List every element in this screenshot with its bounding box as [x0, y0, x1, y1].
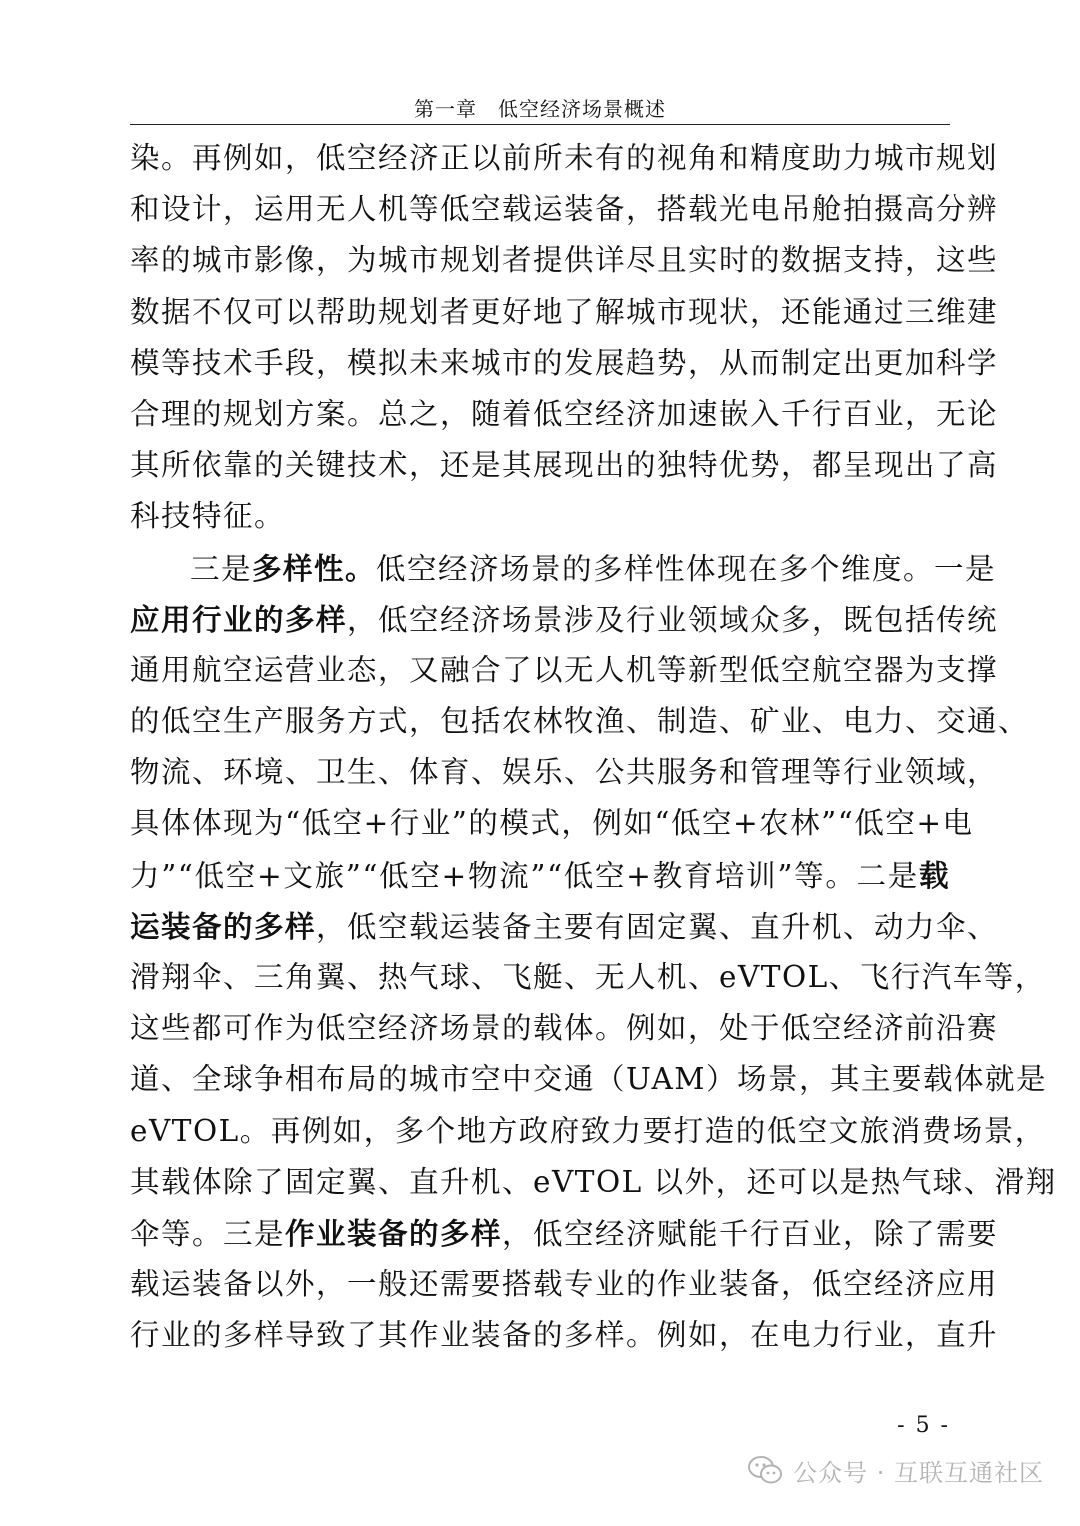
page-number: - 5 - [897, 1413, 950, 1438]
bold-keyword: 应用行业的多样 [130, 601, 348, 637]
text-line [130, 1208, 999, 1259]
text-line: 其载体除了固定翼、直升机、eVTOL 以外，还可以是热气球、滑翔 [130, 1164, 1057, 1199]
text-run: 低空经济场景的多样性体现在多个维度。一是 [376, 551, 997, 586]
text-line: 具体体现为“低空+行业”的模式，例如“低空+农林”“低空+电 [130, 806, 974, 841]
text-line: 滑翔伞、三角翼、热气球、飞艇、无人机、eVTOL、飞行汽车等， [130, 960, 1046, 994]
text-line: 科技特征。 [130, 499, 286, 534]
bold-keyword: 作业装备的多样 [285, 1215, 503, 1251]
text-run: 力”“低空+文旅”“低空+物流”“低空+教育培训”等。二是 [130, 858, 919, 893]
text-line: 合理的规划方案。总之，随着低空经济加速嵌入千行百业，无论 [130, 396, 999, 431]
header-divider [130, 124, 950, 125]
text-run: ，低空载运装备主要有固定翼、直升机、动力伞、 [316, 909, 999, 944]
text-line: 数据不仅可以帮助规划者更好地了解城市现状，还能通过三维建 [130, 294, 999, 329]
text-run: ，低空经济场景涉及行业领域众多，既包括传统 [347, 602, 999, 637]
wechat-icon [747, 1455, 783, 1485]
text-line: 其所依靠的关键技术，还是其展现出的独特优势，都呈现出了高 [130, 448, 999, 483]
chapter-header: 第一章 低空经济场景概述 [414, 97, 666, 121]
watermark-text: 公众号 · 互联互通社区 [793, 1458, 1044, 1487]
text-line: 和设计，运用无人机等低空载运装备，搭载光电吊舱拍摄高分辨 [130, 192, 999, 227]
text-line: 模等技术手段，模拟未来城市的发展趋势，从而制定出更加科学 [130, 345, 999, 380]
watermark [747, 1448, 1044, 1492]
text-line: 道、全球争相布局的城市空中交通（UAM）场景，其主要载体就是 [130, 1062, 1047, 1097]
text-line: 率的城市影像，为城市规划者提供详尽且实时的数据支持，这些 [130, 243, 999, 278]
text-line [130, 901, 999, 952]
text-line: 行业的多样导致了其作业装备的多样。例如，在电力行业，直升 [130, 1318, 999, 1353]
text-line [130, 594, 999, 645]
text-line: 这些都可作为低空经济场景的载体。例如，处于低空经济前沿赛 [130, 1011, 999, 1046]
text-line: 染。再例如，低空经济正以前所未有的视角和精度助力城市规划 [130, 141, 999, 175]
text-line: 的低空生产服务方式，包括农林牧渔、制造、矿业、电力、交通、 [130, 704, 1030, 739]
text-line [130, 850, 950, 901]
text-run: ，低空经济赋能千行百业，除了需要 [502, 1216, 999, 1251]
text-line: eVTOL。再例如，多个地方政府致力要打造的低空文旅消费场景， [130, 1113, 1046, 1148]
text-line: 物流、环境、卫生、体育、娱乐、公共服务和管理等行业领域， [130, 755, 999, 790]
text-run: 三是 [190, 551, 253, 586]
text-line: 载运装备以外，一般还需要搭载专业的作业装备，低空经济应用 [130, 1267, 999, 1302]
text-line: 通用航空运营业态，又融合了以无人机等新型低空航空器为支撑 [130, 652, 999, 687]
text-line [130, 543, 997, 594]
page-body [130, 133, 1057, 1362]
bold-keyword: 多样性。 [252, 550, 377, 586]
bold-keyword: 载 [918, 857, 950, 893]
bold-keyword: 运装备的多样 [130, 908, 317, 944]
text-run: 伞等。三是 [130, 1216, 286, 1251]
